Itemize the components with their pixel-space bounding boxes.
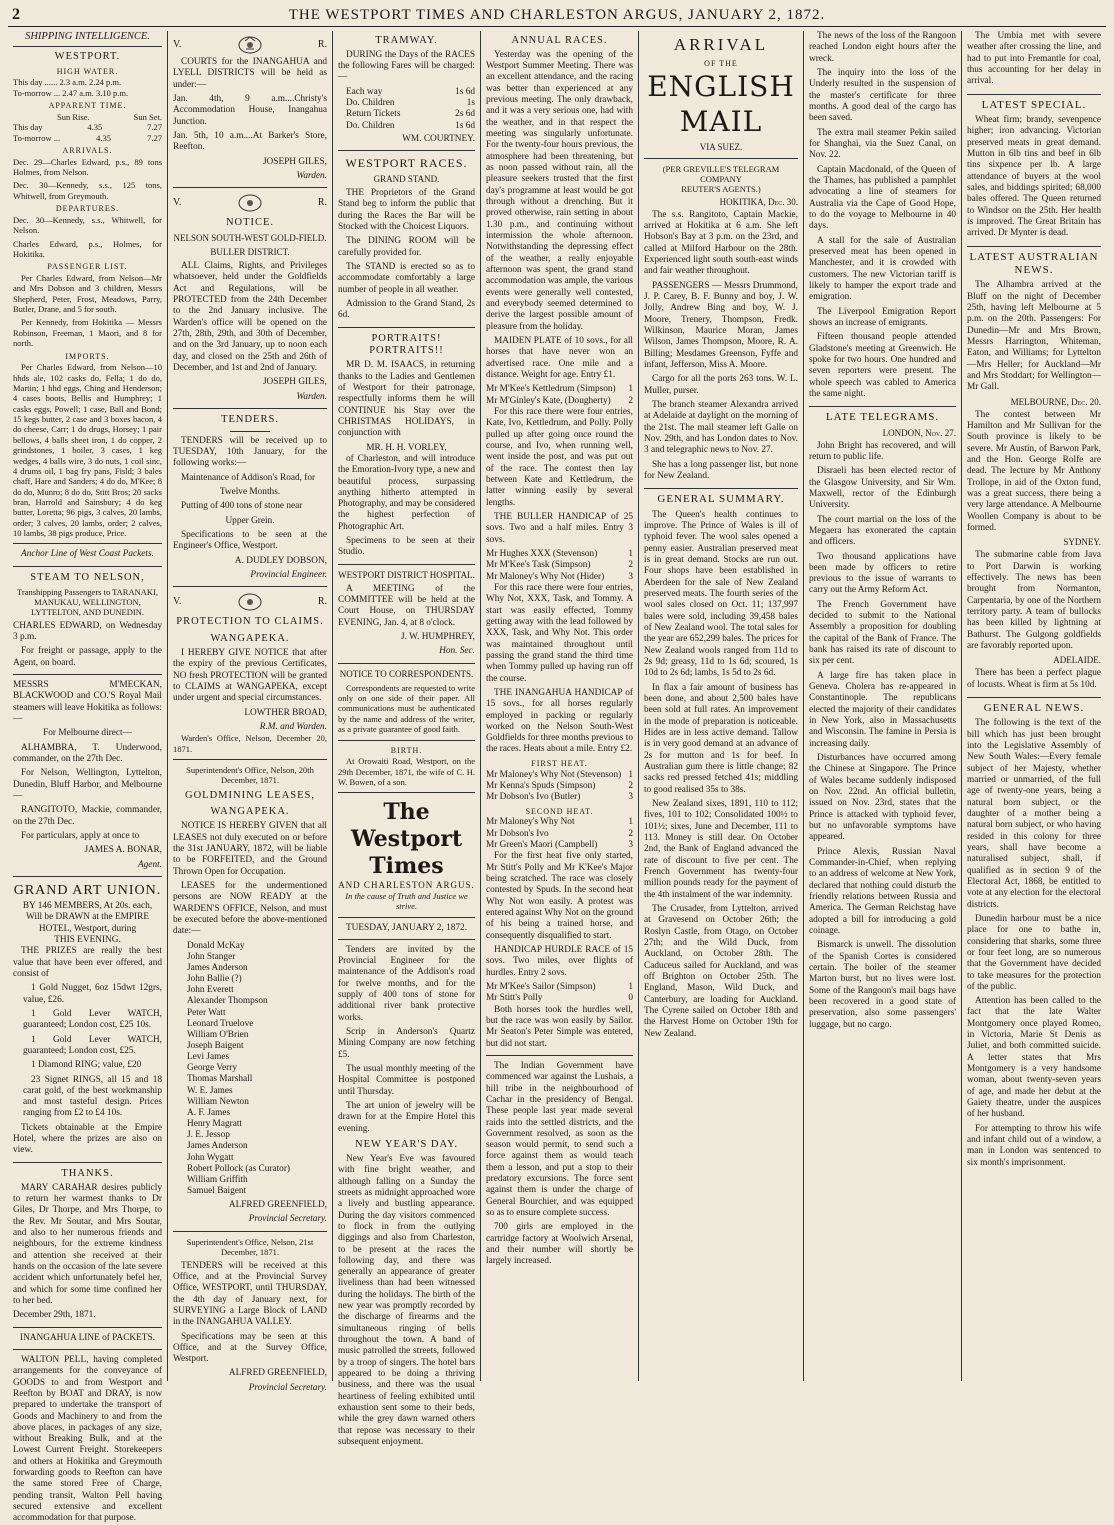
departure-item: Dec. 30—Kennedy, s.s., Whitwell, for Nelson. xyxy=(13,214,162,236)
nelson-sw-heading: NELSON SOUTH-WEST GOLD-FIELD. xyxy=(173,233,327,244)
telegram-item: The court martial on the loss of the Megaera has exonerated the captain and officers. xyxy=(809,514,956,548)
placing: 0 xyxy=(628,993,633,1004)
sun-row xyxy=(13,133,162,143)
fare-label: Do. Children xyxy=(346,98,395,109)
news-item: Fifteen thousand people attended Gladstone's meeting at Greenwich. He spoke for two hours. One hundred and seven reporters were present. The whole speech was cabled to America the same night. xyxy=(809,332,956,399)
placing: 1 xyxy=(628,769,633,780)
sun-set-value: 7.27 xyxy=(147,122,162,133)
column-4 xyxy=(481,31,639,1381)
v-letter: V. xyxy=(173,197,182,209)
lessee-name: William O'Brien xyxy=(187,1029,249,1040)
fare-label: Return Tickets xyxy=(346,109,401,120)
telegram-item: Bismarck is unwell. The dissolution of the Spanish Cortes is considered certain. The boiler of the steamer Marton burst, but no lives were lost. Some of the Rangoon's mail bags have been recovered in a good state of preservation, also some passengers' luggage, but no cargo. xyxy=(809,940,956,1030)
lessee-name: John Ballie (?) xyxy=(187,974,242,985)
race-result xyxy=(486,817,633,828)
english-mail-heading: ENGLISH MAIL xyxy=(647,70,795,138)
v-letter: V. xyxy=(173,38,182,50)
paper-title: The Westport Times xyxy=(350,799,463,879)
signature-greenfield: ALFRED GREENFIELD, xyxy=(228,1200,327,1211)
signature-hon-sec: Hon. Sec. xyxy=(439,646,475,657)
lessee-name: Leonard Truelove xyxy=(187,1018,254,1029)
race-result xyxy=(486,549,633,560)
horse-entry: Mr M'Ginley's Kate, (Dougherty) xyxy=(486,395,611,406)
portraits-heading: PORTRAITS! PORTRAITS!! xyxy=(369,332,444,357)
steam-subheading: Transhipping Passengers to TARANAKI, MANUKAU, WELLINGTON, LYTTELTON, AND DUNEDIN. xyxy=(17,586,158,618)
fare-row xyxy=(338,121,475,132)
admission: Admission to the Grand Stand, 2s 6d. xyxy=(338,298,475,321)
lessee-name: John Stanger xyxy=(187,951,236,962)
maiden-plate: MAIDEN PLATE of 10 sovs., for all horses that have never won an advertised race. One mile and a distance. Weight for age. Entry £1. xyxy=(486,336,633,380)
sun-set-value: 7.27 xyxy=(147,132,162,143)
general-news-heading: GENERAL NEWS. xyxy=(967,697,1101,715)
rangitoto-sailing: RANGITOTO, Mackie, commander, on the 27th Dec. xyxy=(13,805,162,827)
departure-item: Charles Edward, p.s., Holmes, for Hokitika. xyxy=(13,238,162,259)
signature-courtney: WM. COURTNEY. xyxy=(402,134,475,145)
lessee-name: Robert Pollock (as Curator) xyxy=(187,1163,291,1174)
hurdle-race: HANDICAP HURDLE RACE of 15 sovs. Two miles, over flights of hurdles. Entry 2 sovs. xyxy=(486,944,633,978)
placing: 1 xyxy=(628,548,633,559)
placing: 3 xyxy=(628,571,633,582)
summary-paragraph: In flax a fair amount of business has been done, and about 2,500 bales have been sold at full rates. An improvement in the mode of preparation is noticeable. Hides are in less active demand. Tallow is in very good demand at an advance of 2s for mutton and 1s for beef. In Australian gum there is little change; 82 sacks red pressed fetched 41s; middling to good realised 35s to 38s. xyxy=(644,682,798,795)
fare-label: Do. Children xyxy=(346,120,395,131)
apparent-time-heading: APPARENT TIME. xyxy=(48,101,127,111)
via-suez: VIA SUEZ. xyxy=(699,141,743,152)
editorial-item: The art union of jewelry will be drawn for at the Empire Hotel this evening. xyxy=(338,1101,475,1134)
arrival-heading: ARRIVAL xyxy=(673,35,769,54)
fare-row xyxy=(338,87,475,98)
lessee-name: William Griffith xyxy=(187,1174,248,1185)
general-summary-heading: GENERAL SUMMARY. xyxy=(644,488,798,506)
r-letter: R. xyxy=(317,38,327,50)
passenger-item: Per Kennedy, from Hokitika — Messrs Robinson, Freeman, 1 Maori, and 8 for north. xyxy=(13,317,162,349)
adelaide-news: There has been a perfect plague of locusts. Wheat is firm at 5s 10d. xyxy=(967,668,1101,690)
news-item: The inquiry into the loss of the Underly resulted in the suspension of the master's certificate for three months. A good deal of the cargo has been saved. xyxy=(809,67,956,124)
passenger-item: Per Charles Edward, from Nelson—Mr and Mrs Dobson and 3 children, Messrs Shepherd, Peter, Frost, Meadows, Parry, Butler, Drane, and 5 for south. xyxy=(13,273,162,315)
birth-heading: BIRTH. xyxy=(390,745,423,755)
passenger-list-heading: PASSENGER LIST. xyxy=(47,262,128,272)
signature-greenfield: ALFRED GREENFIELD, xyxy=(228,1368,327,1379)
columns xyxy=(8,31,1106,1524)
signature-prov-secretary: Provincial Secretary. xyxy=(248,1214,327,1225)
tramway-heading: TRAMWAY. xyxy=(375,35,438,46)
general-news-item: Dunedin harbour must be a nice place for one to bathe in, considering that sharks, some three or four feet long, are so numerous that the Government have decided to take measures for the protection of the public. xyxy=(967,913,1101,992)
signature-dobson: A. DUDLEY DOBSON, xyxy=(234,555,327,566)
fare-label: Each way xyxy=(346,86,383,97)
grand-stand-body: THE Proprietors of the Grand Stand beg to inform the public that during the Races the Bar will be Stocked with the Choicest Liquors. xyxy=(338,188,475,232)
high-water-heading: HIGH WATER. xyxy=(56,66,119,76)
grand-stand-heading: GRAND STAND. xyxy=(373,174,440,185)
placing: 3 xyxy=(628,792,633,803)
race-result xyxy=(486,384,633,395)
placing: 2 xyxy=(628,828,633,839)
maiden-report: For this race there were four entries, Kate, Ivo, Kettledrum, and Polly. Polly pulled up after going once round the course, and Ivo, when running well, went inside the post, and was put out of the race. The contest then lay between Kate and Kettledrum, the latter winning easily by several lengths. xyxy=(486,406,633,508)
column-5 xyxy=(639,31,804,1381)
editorial-item: Scrip in Anderson's Quartz Mining Company are now fetching £5. xyxy=(338,1027,475,1060)
prize-item: 1 Gold Nugget, 6oz 15dwt 12grs, value, £26. xyxy=(23,983,162,1005)
agent-title: Agent. xyxy=(137,859,162,870)
sydney-news: The submarine cable from Java to Port Darwin is working effectively. The news has been brought from Normanton, Carpentaria, by one of the Northern territory party. A team of bullocks has been killed by lightning at Bathurst. The Gulgong goldfields are favorably reported upon. xyxy=(967,550,1101,651)
lessee-name: George Verry xyxy=(187,1063,237,1074)
signature-warden: Warden. xyxy=(296,170,327,181)
lessee-name: James Anderson xyxy=(187,1141,248,1152)
super-office-date: Superintendent's Office, Nelson, 20th December, 1871. xyxy=(186,764,314,786)
lessee-name: Thomas Marshall xyxy=(187,1074,253,1085)
mcmeckan-notice: MESSRS M'MECKAN, BLACKWOOD and CO.'S Royal Mail steamers will leave Hokitika as follows:— xyxy=(13,679,162,724)
thanks-date: December 29th, 1871. xyxy=(13,1310,96,1321)
lessee-name: James Anderson xyxy=(187,962,248,973)
lessee-name: Samuel Baigent xyxy=(187,1186,247,1196)
arrival-item: Dec. 29—Charles Edward, p.s., 89 tons Holmes, from Nelson. xyxy=(13,156,162,177)
signature-prov-secretary: Provincial Secretary. xyxy=(248,1382,327,1393)
annual-races-heading: ANNUAL RACES. xyxy=(511,35,608,46)
shipping-heading: SHIPPING INTELLIGENCE. xyxy=(13,31,162,47)
hospital-meeting: A MEETING of the COMMITTEE will be held at the Court House, on THURSDAY EVENING, Jan. 4, at 8 o'clock. xyxy=(338,583,475,628)
race-result xyxy=(486,982,633,993)
lessee-name: Joseph Baigent xyxy=(187,1040,244,1051)
sun-row-label: To-morrow ... xyxy=(13,132,61,143)
lessee-name: Donald McKay xyxy=(187,940,245,951)
general-news-item: For attempting to throw his wife and infant child out of a window, a man in London was sentenced to six month's imprisonment. xyxy=(967,1123,1101,1168)
editorial-item: Tenders are invited by the Provincial Engineer for the maintenance of the Addison's road for twelve months, and for the supply of 400 tons of stone for additional river bank protective works. xyxy=(338,944,475,1023)
arrivals-heading: ARRIVALS. xyxy=(62,145,113,155)
placing: 3 xyxy=(628,839,633,850)
race-result xyxy=(486,792,633,803)
tender-putting: Putting of 400 tons of stone near xyxy=(181,501,303,512)
sun-rise-label: Sun Rise. xyxy=(57,111,90,122)
fare-row xyxy=(338,109,475,120)
melbourne-dateline: MELBOURNE, Dec. 20. xyxy=(1010,396,1101,407)
race-result xyxy=(486,572,633,583)
race-result xyxy=(486,781,633,792)
art-union-heading: GRAND ART UNION. xyxy=(13,882,162,898)
rangitoto-arrival: The s.s. Rangitoto, Captain Mackie, arrived at Hokitika at 6 a.m. She left Hobson's Bay at 3 p.m. on the 23rd, and called at Milford Harbour on the 28th. Experienced light south south-east winds and fair weather throughout. xyxy=(644,209,798,277)
signature-giles: JOSEPH GILES, xyxy=(262,377,327,388)
lessee-name: Alexander Thompson xyxy=(187,996,268,1007)
royal-crest-icon xyxy=(236,35,264,55)
imports-heading: IMPORTS. xyxy=(65,351,110,361)
telegram-item: A large fire has taken place in Geneva. Cholera has re-appeared in Constantinople. The republicans elected the majority of their candidates in New York, also in Massachusetts and Wisconsin. The famine in Persia is increasing daily. xyxy=(809,670,956,749)
race-result xyxy=(486,396,633,407)
reuters-agents: REUTER'S AGENTS.) xyxy=(681,184,761,195)
page-number: 2 xyxy=(12,6,20,23)
departures-heading: DEPARTURES. xyxy=(55,204,120,214)
steam-heading: STEAM TO NELSON, xyxy=(30,571,145,583)
buller-district-heading: BULLER DISTRICT. xyxy=(210,247,290,258)
news-item: The news of the loss of the Rangoon reached London eight hours after the wreck. xyxy=(809,31,956,64)
lessee-name: John Everett xyxy=(187,985,234,996)
horse-entry: Mr Kenna's Spuds (Simpson) xyxy=(486,780,596,791)
race-result xyxy=(486,770,633,781)
art-union-evening: THIS EVENING. xyxy=(54,934,121,945)
thanks-heading: THANKS. xyxy=(61,1167,114,1179)
column-6 xyxy=(804,31,962,1381)
horse-entry: Mr M'Kee's Sailor (Simpson) xyxy=(486,981,596,992)
telegram-item: Two thousand applications have been made by officers to retire previous to the issue of warrants to carry out the Army Reform Act. xyxy=(809,551,956,596)
australian-news-item: The Alhambra arrived at the Bluff on the night of December 25th, having left Melbourne at 5 p.m. on the 20th. Passengers: For Dunedin—Mr and Mrs Brown, Messrs Harrington, Whiteman, Eaton, and Williams; for Lyttelton—Mrs Heller; for Auckland—Mr and Mrs Stoddart; for Wellington—Mr Gall. xyxy=(967,280,1101,393)
london-dateline: LONDON, Nov. 27. xyxy=(882,427,956,438)
horse-entry: Mr Stitt's Polly xyxy=(486,993,543,1004)
branch-steamer: The branch steamer Alexandra arrived at Adelaide at daylight on the morning of the 21st. The mail steamer left Galle on Nov. 29th, and has London dates to Nov. 3 and telegraphic news to Nov. 27. xyxy=(644,400,798,456)
general-news-item: The following is the text of the bill which has just been brought into the Legislative Assembly of New South Wales:—Every female subject of her Majesty, whether married or unmarried, of the full age of twenty-one years, being a natural born subject, or the daughter of a mother being a natural born subject, or who having resided in this colony for three years, shall have become a naturalised subject, shall, if qualified as in section 9 of the Electoral Act, 1868, be entitled to vote at any election for the electoral districts. xyxy=(967,718,1101,910)
hospital-heading: WESTPORT DISTRICT HOSPITAL. xyxy=(338,569,475,580)
adelaide-dateline: ADELAIDE. xyxy=(1053,655,1101,666)
telegram-item: Disraeli has been elected rector of the Glasgow University, and Sir Wm. Maxwell, rector of the Edinburgh University. xyxy=(809,466,956,511)
courts-crest-row xyxy=(173,35,327,55)
telegram-item: Disturbances have occurred among the Chinese at Singapore. The Prince of Wales became suddenly indisposed on Nov. 22nd. An official bulletin, issued on Nov. 23rd, states that the Prince is attacked with typhoid fever, but no unfavorable symptoms have appeared. xyxy=(809,753,956,843)
arrival-item: Dec. 30—Kennedy, s.s., 125 tons, Whitwell, from Greymouth. xyxy=(13,180,162,201)
stand-capacity: The STAND is erected so as to accommodate comfortably a large number of people in all weather. xyxy=(338,261,475,295)
lessee-list xyxy=(187,941,327,1198)
v-letter: V. xyxy=(173,596,182,608)
prize-item: 1 Diamond RING; value, £20 xyxy=(31,1060,142,1071)
leases-notice: NOTICE IS HEREBY GIVEN that all LEASES not duly executed on or before the 31st JANUARY, 1872, will be liable to be FORFEITED, and the Ground Thrown Open for Occupation. xyxy=(173,821,327,877)
placing: 1 xyxy=(628,384,633,395)
protection-notice: I HEREBY GIVE NOTICE that after the expiry of the previous Certificates, NO fresh PROTECTION will be granted to CLAIMS at WANGAPEKA, except under urgent and special circumstances. xyxy=(173,647,327,704)
latest-special-heading: LATEST SPECIAL. xyxy=(967,94,1101,112)
fare-price: 1s 6d xyxy=(455,120,475,131)
horse-entry: Mr Maloney's Why Not xyxy=(486,817,575,828)
races-heading: WESTPORT RACES. xyxy=(345,156,468,171)
signature-rm-warden: R.M. and Warden. xyxy=(259,721,327,732)
latest-special-body: Wheat firm; brandy, sevenpence higher; iron advancing. Victorian preserved meats in great demand. Mutton in 6lb tins and beef in 6lb tins sixpence per lb. A large attendance of buyers at the wool sales, and biddings spirited; 68,000 bales offered. The Queen returned to Windsor on the 25th. Her health is improved. The Great Britain has arrived. Dr Mynter is dead. xyxy=(967,115,1101,239)
tender-specs: Specifications to be seen at the Engineer's Office, Westport. xyxy=(173,530,327,552)
lessee-name: Henry Magratt xyxy=(187,1119,242,1130)
thanks-body: MARY CARAHAR desires publicly to return her warmest thanks to Dr Giles, Dr Thorpe, and Mrs Thorpe, to the Rev. Mr Soutar, and Mrs Soutar, and also to her numerous friends and neighbours, for the extreme kindness and attention she received at their hands on the occasion of the late severe accident which unfortunately befel her, and which for some time confined her to her bed. xyxy=(13,1182,162,1306)
agent-name: JAMES A. BONAR, xyxy=(84,845,162,856)
telegram-item: Prince Alexis, Russian Naval Commander-in-Chief, when replying to an address of welcome at New York, declared that nothing could disturb the friendly relations between Russia and America. The German Reichstag have adopted a bill for introducing a gold coinage. xyxy=(809,846,956,936)
walton-pell-notice: WALTON PELL, having completed arrangements for the conveyance of GOODS to and from Westport and Reefton by BOAT and DRAY, is now prepared to undertake the transport of Goods and Machinery to and from the above places, in packages of any size, without Breaking Bulk, and at the Lowest Current Freight. Storekeepers and others at Hokitika and Greymouth forwarding goods to Reefton can have the same stored Free of Charge, pending transit, Walton Pell having secured extensive and excellent accommodation for that purpose. xyxy=(13,1354,162,1524)
telegram-agency: (PER GREVILLE'S TELEGRAM COMPANY xyxy=(662,163,780,185)
editorial-item: The usual monthly meeting of the Hospital Committee is postponed until Thursday. xyxy=(338,1064,475,1097)
news-item: A stall for the sale of Australian preserved meat has been opened in Manchester, and it is crowded with customers. The new Victorian tariff is likely to hamper the export trade and emigration. xyxy=(809,235,956,303)
column-3 xyxy=(333,31,481,1448)
issue-date: TUESDAY, JANUARY 2, 1872. xyxy=(345,922,468,933)
vorley-name: MR. H. H. VORLEY, xyxy=(366,442,447,453)
horse-entry: Mr Hughes XXX (Stevenson) xyxy=(486,548,598,559)
horse-entry: Mr M'Kee's Task (Simpson) xyxy=(486,560,591,571)
dining-room: The DINING ROOM will be carefully provided for. xyxy=(338,236,475,258)
protection-crest-row xyxy=(173,592,327,612)
royal-crest-icon xyxy=(236,193,264,213)
prizes-intro: THE PRIZES are really the best value that have been ever offered, and consist of xyxy=(13,946,162,979)
tenders-heading: TENDERS. xyxy=(221,413,279,425)
summary-paragraph: New Zealand sixes, 1891, 110 to 112; fives, 101 to 102; Consolidated 100½ to 101½; sixes, June and December, 111 to 113. Money is still dear. On October 2nd, the Bank of England advanced the rate of discount to five per cent. The French Government has twenty-four million pounds ready for the payment of the 4th instalment of the war indemnity. xyxy=(644,798,798,900)
race-result xyxy=(486,829,633,840)
correspondents-heading: NOTICE TO CORRESPONDENTS. xyxy=(339,668,474,679)
signature-humphrey: J. W. HUMPHREY, xyxy=(401,632,475,643)
telegram-item: John Bright has recovered, and will return to public life. xyxy=(809,440,956,462)
horse-entry: Mr M'Kee's Kettledrum (Simpson) xyxy=(486,384,616,395)
news-item: Captain Macdonald, of the Queen of the Thames, has published a pamphlet advocating a line of steamers for Australia via the Cape of Good Hope, to do the voyage to Melbourne in 40 days. xyxy=(809,164,956,232)
hurdle-report: Both horses took the hurdles well, but the race was won easily by Sailor. Mr Seaton's Peter Simple was entered, but did not start. xyxy=(486,1004,633,1049)
horse-entry: Mr Green's Maori (Campbell) xyxy=(486,839,598,850)
fare-row xyxy=(338,98,475,109)
sun-rise-value: 4.35 xyxy=(87,122,103,133)
placing: 2 xyxy=(628,780,633,791)
notice-crest-row xyxy=(173,193,327,213)
fare-price: 1s 6d xyxy=(455,86,475,97)
birth-notice: At Orowaiti Road, Westport, on the 29th December, 1871, the wife of C. H. W. Bowen, of a son. xyxy=(338,756,475,787)
cargo-item: Cargo for all the ports 263 tons. W. L. Muller, purser. xyxy=(644,374,798,396)
sydney-dateline: SYDNEY. xyxy=(1063,537,1101,548)
leases-list-intro: LEASES for the undermentioned persons are NOW READY at the WARDEN'S OFFICE, Nelson, and must be executed before the above-mentioned date:— xyxy=(173,880,327,937)
signature-prov-engineer: Provincial Engineer. xyxy=(250,570,327,581)
column-1 xyxy=(8,31,168,1524)
placing: 2 xyxy=(628,560,633,571)
goldmining-heading: GOLDMINING LEASES, xyxy=(185,789,315,801)
telegram-item: The French Government have decided to submit to the National Assembly a proposition for doubling the capital of the Bank of France. The bank has raised its rate of discount to six per cent. xyxy=(809,599,956,667)
isaacs-notice: MR D. M. ISAACS, in returning thanks to the Ladies and Gentlemen of Westport for their patronage, respectfully informs them he will CONTINUE his Stay over the CHRISTMAS HOLIDAYS, in conjunction with xyxy=(338,360,475,439)
umbia-item: The Umbia met with severe weather after crossing the line, and had to put into Fremantle for coal, thus accounting for her delay in arrival. xyxy=(967,31,1101,87)
summary-paragraph: The Crusader, from Lyttelton, arrived at Gravesend on October 26th; the Roslyn Castle, from Otago, on October 27th; and the Wild Duck, from Auckland, on October 28th. The Caduceus sailed for Auckland, and was off Brighton on October 25th. The England, Mason, Wild Duck, and Canterbury, are loading for Auckland. The Cyrene sailed on October 18th and the Harvest Home on October 19th for New Zealand. xyxy=(644,903,798,1039)
wangapeka-heading: WANGAPEKA. xyxy=(210,633,290,645)
fare-price: 1s xyxy=(466,98,475,109)
indian-government-item: The Indian Government have commenced war against the Lushais, a hill tribe in the neighbourhood of Cachar in the presidency of Bengal. These people last year made several raids into the settled districts, and the Government resolved, as soon as the season would permit, to send such a force against them as would teach them a lesson, and put a stop to their predatory excursions. The force sent against them is under the charge of General Bourchier, and was equipped so as to ensure complete success. xyxy=(486,1060,633,1219)
royal-crest-icon xyxy=(236,592,264,612)
sun-rise-value: 4.35 xyxy=(96,132,112,143)
race-result xyxy=(486,993,633,1004)
tender-addison: Maintenance of Addison's Road, for xyxy=(181,472,316,483)
melbourne-news: The contest between Mr Hamilton and Mr Sullivan for the South province is likely to be severe. Mr Austin, of Barwon Park, and the Hon. George Rolfe are dead. The lecture by Mr Anthony Trollope, in aid of the Oxton fund, was a great success, there being a very large attendance. A Melbourne Woollen Company is about to be formed. xyxy=(967,409,1101,533)
r-letter: R. xyxy=(317,197,327,209)
nelson-ports: For Nelson, Wellington, Lyttelton, Dunedin, Bluff Harbor, and Melbourne— xyxy=(13,768,162,801)
second-heat-heading: SECOND HEAT. xyxy=(525,806,594,816)
wangapeka-heading: WANGAPEKA. xyxy=(210,806,290,818)
new-years-day-heading: NEW YEAR'S DAY. xyxy=(355,1139,458,1151)
first-heat-heading: FIRST HEAT. xyxy=(531,758,588,768)
no-nz-passengers: She has a long passenger list, but none for New Zealand. xyxy=(644,459,798,482)
melbourne-route: For Melbourne direct— xyxy=(43,728,132,739)
signature-warden: Warden. xyxy=(296,391,327,402)
column-2 xyxy=(168,31,333,1393)
signature-lowther: LOWTHER BROAD, xyxy=(244,707,327,718)
race-result xyxy=(486,840,633,851)
r-letter: R. xyxy=(317,596,327,608)
tender-twelve-months: Twelve Months. xyxy=(219,487,281,498)
sun-row xyxy=(13,122,162,132)
lessee-name: W. E. James xyxy=(187,1085,233,1096)
lessee-name: William Newton xyxy=(187,1096,249,1107)
lessee-name: Levi James xyxy=(187,1052,230,1063)
specimens: Specimens to be seen at their Studio. xyxy=(338,536,475,558)
courts-jan5: Jan. 5th, 10 a.m....At Barker's Store, Reefton. xyxy=(173,130,327,153)
latest-australian-heading: LATEST AUSTRALIAN NEWS. xyxy=(967,246,1101,278)
news-item: The Liverpool Emigration Report shows an increase of emigrants. xyxy=(809,306,956,328)
inangahua-handicap: THE INANGAHUA HANDICAP of 15 sovs., for all horses regularly employed in packing or regularly worked on the Nelson South-West Goldfields for three months previous to the races. Heats about a mile. Entry £2. xyxy=(486,687,633,755)
horse-entry: Mr Maloney's Why Not (Hider) xyxy=(486,571,605,582)
tender-upper-grey: Upper Grein. xyxy=(225,515,275,526)
summary-paragraph: The Queen's health continues to improve. The Prince of Wales is ill of typhoid fever. The wool sales opened a penny easier. Australian preserved meat is in great demand. Stocks are run out. Four shops have been established in Aberdeen for the sale of New Zealand preserved meats. The fourth series of the wool sales closed on Oct. 11; 137,997 bales were sold, including 39,458 bales of New Zealand wool. The total sales for the year are 652,299 bales. The prices for New Zealand wools ranged from 11d to 2s 9d; greasy, 11d to 1s 6d; scoured, 1s 10d to 2s 6d; lambs, 1s 5d to 2s 6d. xyxy=(644,509,798,679)
paper-subtitle: AND CHARLESTON ARGUS. xyxy=(338,879,475,890)
prize-item: 23 Signet RINGS, all 15 and 18 carat gold, of the best workmanship and most tasteful design. Prices ranging from £2 to £4 10s. xyxy=(23,1074,162,1119)
late-telegrams-heading: LATE TELEGRAMS. xyxy=(809,406,956,424)
fare-price: 2s 6d xyxy=(455,109,475,120)
passengers-list: PASSENGERS — Messrs Drummond, J. P. Carey, B. F. Bunny and boy, J. W. Jolly, Andrew Bing and boy, W. J. Moore, Trenery, Thompson, Fredk. Wilkinson, Maurice Moran, James Wilson, James Thompson, Moore, R. A. Billing; Mesdames Greenson, Fyffe and infant, Jefferson, Miss A. Moore. xyxy=(644,280,798,371)
paper-motto: In the cause of Truth and Justice we strive. xyxy=(345,890,468,912)
buller-handicap: THE BULLER HANDICAP of 25 sovs. Two and a half miles. Entry 3 sovs. xyxy=(486,511,633,545)
sun-row-label: This day xyxy=(13,122,43,133)
claims-notice: ALL Claims, Rights, and Privileges whatsoever, held under the Goldfields Act and Regulations, will be PROTECTED from the 24th December to the 2nd January inclusive. The Warden's office will be opened on the 27th, 28th, 29th, and 30th of December, and on the 3rd January, up to noon each day, and closed on the 25th and 26th of December, and 1st and 2nd of January. xyxy=(173,261,327,373)
survey-specs: Specifications may be seen at this Office, and at the Survey Office, Westport. xyxy=(173,1331,327,1365)
protection-heading: PROTECTION TO CLAIMS. xyxy=(176,616,324,628)
high-water-row: This day ...... 2.3 a.m. 2.24 p.m. xyxy=(13,77,122,88)
horse-entry: Mr Dobson's Ivo xyxy=(486,828,549,839)
placing: 2 xyxy=(628,395,633,406)
imports-text: Per Charles Edward, from Nelson—10 hhds ale, 102 casks do, Fella; 1 do do, Martin; 1 hhd eggs, Ching and Henderson; 4 cases boots, Bellis and Humphrey; 1 casks eggs, Powell; 1 case, Ball and Bond; 15 kegs butter, 2 case and 3 boxes bacon, 4 do cheese, Carr; 1 do drugs, Horsey; 1 pair bellows, 4 balls sheet iron, 1 do copper, 2 grindstones, 1 boiler, 3 cases, 1 keg wedges, 4 balls wire, 3 do nuts, 1 coil sinc, 4 drums oil, 1 bag fry pans, Fisld; 3 bales chaff, Hare and Sanders; 4 do do, M'Kee; 8 do do, Munro; 8 do do, Stitt Bros; 20 sacks bran, Harrold and Sainsbury; 4 do keg butter, Loretta; 96 pigs, 3 calves, 20 lambs, order; 3 calves, 20 lambs, order; 2 calves, 10 lambs, 38 pigs produce, Price. xyxy=(13,362,162,539)
newspaper-title: THE WESTPORT TIMES AND CHARLESTON ARGUS, JANUARY 2, 1872. xyxy=(288,6,826,23)
placing: 1 xyxy=(628,981,633,992)
steam-freight: For freight or passage, apply to the Agent, on board. xyxy=(13,646,162,668)
signature-giles: JOSEPH GILES, xyxy=(262,156,327,167)
survey-tenders: TENDERS will be received at this Office, and at the Provincial Survey Office, WESTPORT, until THURSDAY, the 4th day of January next, for SURVEYING a Large Block of LAND in the INANGAHUA VALLEY. xyxy=(173,1260,327,1328)
lessee-name: John Wygatt xyxy=(187,1152,234,1163)
notice-heading: NOTICE. xyxy=(225,217,275,229)
column-7 xyxy=(962,31,1106,1381)
inangahua-line-heading: INANGAHUA LINE of PACKETS. xyxy=(20,1332,155,1343)
placing: 1 xyxy=(628,817,633,828)
tramway-body: DURING the Days of the RACES the following Fares will be charged:— xyxy=(338,49,475,83)
super-office-date-2: Superintendent's Office, Nelson, 21st December, 1871. xyxy=(186,1236,314,1258)
art-union-body: BY 146 MEMBERS, At 20s. each, xyxy=(22,900,153,911)
lessee-name: J. E. Jessop xyxy=(187,1130,230,1141)
prize-item: 1 Gold Lever WATCH, guaranteed; London cost, £25. xyxy=(23,1034,162,1056)
prize-item: 1 Gold Lever WATCH, guaranteed; London cost, £25 10s. xyxy=(23,1008,162,1031)
new-years-day-body: New Year's Eve was favoured with fine bright weather, and although falling on a Sunday the streets as midnight approached wore a lively and bustling appearance. During the day visitors commenced to flock in from the outlying diggings and also from Charleston, to be present at the races the following day, and there was generally an appearance of greater liveliness than had been witnessed during the holidays. The birth of the new year was promptly recorded by the discharge of firearms and the simultaneous ringing of bells throughout the town. A band of music patrolled the streets, followed by a troop of singers. The hotel bars appeared to be doing a thriving business, and there was the usual heartiness of feeling exhibited until exhaustion sent some to their beds, while the grey dawn warned others that repose was necessary to their subsequent enjoyment. xyxy=(338,1153,475,1448)
race-result xyxy=(486,560,633,571)
anchor-line: Anchor Line of West Coast Packets. xyxy=(21,549,154,560)
vorley-body: of Charleston, and will introduce the Emoration-Ivory type, a new and beautiful process, surpassing anything hitherto attempted in Photography, and may be considered the highest perfection of Photographic Art. xyxy=(338,453,476,532)
lessee-name: A. F. James xyxy=(187,1107,231,1118)
steam-body: CHARLES EDWARD, on Wednesday 3 p.m. xyxy=(13,620,162,642)
sun-set-label: Sun Set. xyxy=(133,111,162,122)
heat-report: For the first heat five only started, Mr Stitt's Polly and Mr K'Kee's Major being scratched. The race was closely contested by Spuds. In the second heat Why Not won easily. A protest was entered against Why Not on the ground of his being a trained horse, and consequently disqualified to start. xyxy=(486,851,633,941)
particulars: For particulars, apply at once to xyxy=(21,830,140,841)
courts-jan4: Jan. 4th, 9 a.m....Christy's Accommodation House, Inangahua Junction. xyxy=(173,93,327,127)
buller-report: For this race there were four entries, Why Not, XXX, Task, and Tommy. A start was easily effected, Tommy getting away with the lead followed by XXX, Task, and Why Not. This order was maintained throughout until passing the grand stand the third time when Tommy pulled up having run off the course. xyxy=(486,582,633,684)
westport-heading: WESTPORT. xyxy=(54,50,121,62)
tenders-body: TENDERS will be received up to TUESDAY, 10th January, for the following works:— xyxy=(173,435,327,469)
general-news-item: Attention has been called to the fact that the late Walter Montgomery once played Romeo, in Victoria, Marie St Denis as Juliet, and both committed suicide. A letter states that Mrs Montgomery is a very handsome woman, about twenty-seven years of age, and made her debut at the Gaiety theatre, under the auspices of her husband. xyxy=(967,996,1101,1120)
woolwich-item: 700 girls are employed in the cartridge factory at Woolwich Arsenal, and their number will shortly be largely increased. xyxy=(486,1222,633,1267)
news-item: The extra mail steamer Pekin sailed for Shanghai, via the Suez Canal, on Nov. 22. xyxy=(809,127,956,161)
alhambra-sailing: ALHAMBRA, T. Underwood, commander, on the 27th Dec. xyxy=(13,742,162,764)
masthead xyxy=(8,4,1106,27)
lessee-name: Peter Watt xyxy=(187,1007,226,1018)
sun-table-header xyxy=(13,112,162,122)
wardens-office-date: Warden's Office, Nelson, December 20, 1871. xyxy=(173,733,327,754)
annual-races-body: Yesterday was the opening of the Westport Summer Meeting. There was an excellent attendance, and the racing was better than experienced at any previous meeting. The only drawback, and it was a very serious one, had with the weather, and in that respect the meeting was singularly unfortunate. For the twenty-four hours previous, the atmosphere had been threatening, but as noon passed without rain, all the pleasure seekers trusted that the first day's programme at least would be got through without a drenching. But it proved otherwise, rain setting in about 1.30 p.m., and continuing without intermission the whole afternoon. Notwithstanding the depressing effect of the weather, a really enjoyable afternoon was spent, the grand stand accommodation was ample, the various events were generally well contested, and everybody seemed determined to derive the largest possible amount of pleasure from the holiday. xyxy=(486,49,633,332)
courts-notice: COURTS for the INANGAHUA and LYELL DISTRICTS will be held as under:— xyxy=(173,57,327,90)
horse-entry: Mr Dobson's Ivo (Butler) xyxy=(486,792,581,803)
tickets-notice: Tickets obtainable at the Empire Hotel, where the prizes are also on view. xyxy=(13,1122,162,1156)
of-the: OF THE xyxy=(704,58,738,68)
hokitika-dateline: HOKITIKA, Dec. 30. xyxy=(719,196,798,207)
high-water-row: To-morrow ... 2.47 a.m. 3.10 p.m. xyxy=(13,87,129,98)
art-union-drawn: Will be DRAWN at the EMPIRE HOTEL, Westport, during xyxy=(25,912,150,934)
horse-entry: Mr Maloney's Why Not (Stevenson) xyxy=(486,769,622,780)
correspondents-notice: Correspondents are requested to write only on one side of their paper. All communications must be authenticated by the name and address of the writer, as a private guarantee of good faith. xyxy=(338,682,475,735)
